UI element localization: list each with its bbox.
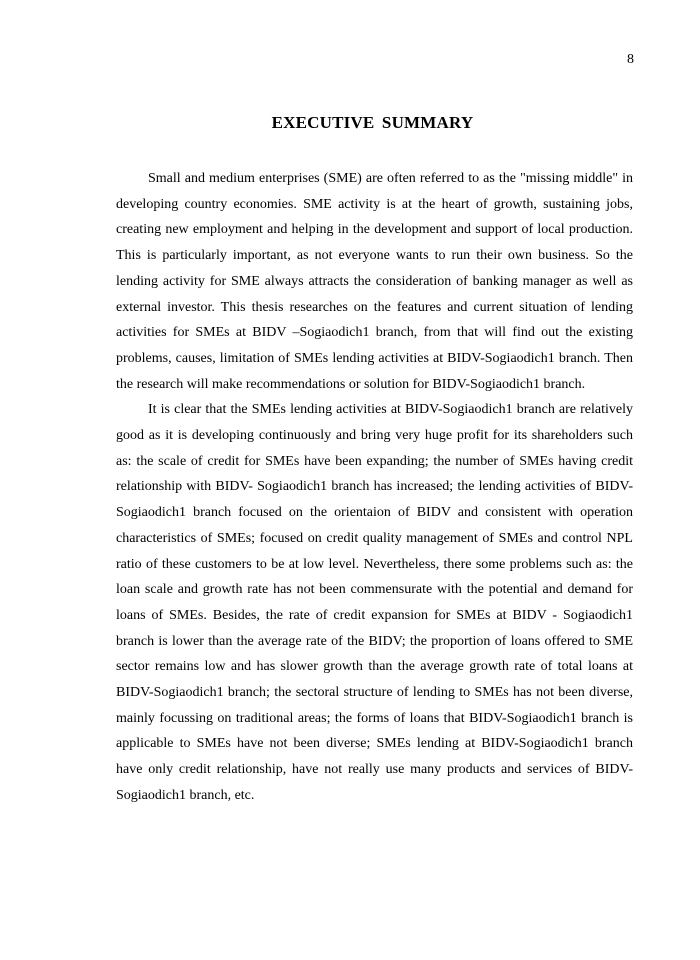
page-title: EXECUTIVE SUMMARY [271, 113, 474, 132]
paragraph-intro: Small and medium enterprises (SME) are often referred to as the "missing middle" in developing country economies. SME activity is at the heart of growth, sustaining jobs, creating new employment and helping in the development and support of local production. This is particularly important, as not everyone wants to run their own business. So the lending activity for SME always attracts the consideration of banking manager as well as external investor. This thesis researches on the features and current situation of lending activities for SMEs at BIDV –Sogiaodich1 branch, from that will find out the existing problems, causes, limitation of SMEs lending activities at BIDV-Sogiaodich1 branch. Then the research will make recommendations or solution for BIDV-Sogiaodich1 branch. [116, 171, 633, 392]
paragraph-findings: It is clear that the SMEs lending activities at BIDV-Sogiaodich1 branch are relatively good as it is developing continuously and bring very huge profit for its shareholders such as: the scale of credit for SMEs have been expanding; the number of SMEs having credit relationship with BIDV- Sogiaodich1 branch has increased; the lending activities of BIDV-Sogiaodich1 branch focused on the orientaion of BIDV and consistent with operation characteristics of SMEs; focused on credit quality management of SMEs and control NPL ratio of these customers to be at low level. Nevertheless, there some problems such as: the loan scale and growth rate has not been commensurate with the potential and demand for loans of SMEs. Besides, the rate of credit expansion for SMEs at BIDV - Sogiaodich1 branch is lower than the average rate of the BIDV; the proportion of loans offered to SME sector remains low and has slower growth than the average growth rate of total loans at BIDV-Sogiaodich1 branch; the sectoral structure of lending to SMEs has not been diverse, mainly focussing on traditional areas; the forms of loans that BIDV-Sogiaodich1 branch is applicable to SMEs have not been diverse; SMEs lending at BIDV-Sogiaodich1 branch have only credit relationship, have not really use many products and services of BIDV- Sogiaodich1 branch, etc. [116, 402, 633, 803]
page-number: 8 [627, 52, 634, 67]
body-text [116, 166, 633, 809]
